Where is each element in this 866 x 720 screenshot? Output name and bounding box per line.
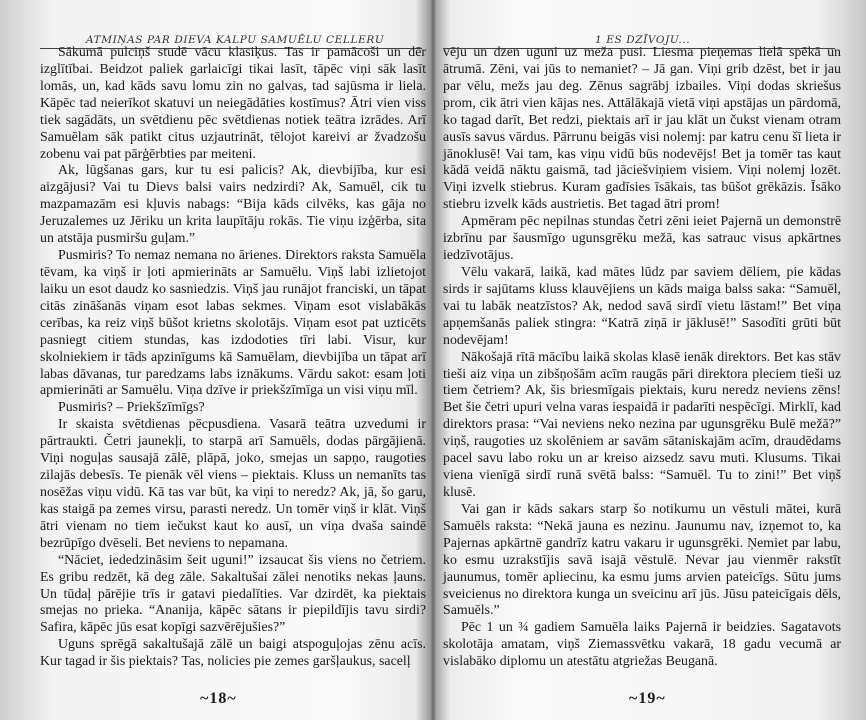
paragraph: Vēlu vakarā, laikā, kad mātes lūdz par saviem dēliem, pie kādas sirds ir sajūtams kluss klauvējiens un kāds maiga balss saka: “Samuēl, vai tu labāk neatzīstos? Ak, nedod savā sirdī vietu lāstam!” Bet viņa apņemšanās paliek stingra: “Katrā ziņā ir jāklusē!” Sasodīti grūti būt nodevējam! — [443, 264, 841, 348]
paragraph: Nākošajā rītā mācību laikā skolas klasē ienāk direktors. Bet kas stāv tieši aiz viņa un zibšņošām acīm raugās pāri direktora pleciem tieši uz tiem četriem? Ak, šis briesmīgais piektais, kuru neredz neviens zēns! Bet šie četri upuri velna varas iespaidā ir padarīti nespēcīgi. Mirklī, kad direktors prasa: “Vai neviens neko nezina par ugunsgrēku Bulē mežā?” viņš, raugoties uz skolēniem ar savām sātaniskajām acīm, draudēdams pacel savu labo roku un ar kreiso aizsedz savu muti. Klusums. Tikai viena vienīgā sirdī runā svētā balss: “Samuēl. Tu to zini!” Bet viņš klusē. — [443, 349, 841, 500]
paragraph: Pēc 1 un ¾ gadiem Samuēla laiks Pajernā ir beidzies. Sagatavots skolotāja amatam, viņš Ziemassvētku vakarā, 18 gadu vecumā ar vislabāko diplomu un atestātu atgriežas Beuganā. — [443, 620, 841, 670]
paragraph: “Nāciet, iededzināsim šeit uguni!” izsaucat šis viens no četriem. Es gribu redzēt, kā deg zāle. Sakaltušai zālei nenotiks nekas ļauns. Un tūdaļ pārējie trīs ir gatavi piedalīties. Var dzirdēt, ka piektais smejas no prieka. “Ananija, kāpēc sātans ir piepildījis tavu sirdi? Safira, kāpēc jūs esat kopīgi sazvērējušies?” — [40, 552, 426, 636]
right-page-text — [443, 45, 841, 671]
page-number-right: ~19~ — [629, 690, 666, 707]
running-header-left: ATMIŅAS PAR DIEVA KALPU SAMUĒLU CELLERU — [86, 34, 385, 46]
paragraph: Ir skaista svētdienas pēcpusdiena. Vasarā teātra uzvedumi ir pārtraukti. Četri jaunekļi, to starpā arī Samuēls, dodas pārgājienā. Viņi noguļas sausajā zālē, plāpā, joko, smejas un sapņo, raugoties zilajās debesīs. Te pienāk vēl viens – piektais. Kluss un nemanīts tas nosēžas viņu vidū. Kā tas var būt, ka viņi to neredz? Ak, jā, šo garu, kas staigā pa zemes virsu, parasti neredz. Un tomēr viņš ir klāt. Viņš ātri vienam no tiem iečukst kaut ko ausī, un viņa dvaša saindē bezrūpīgo dvēseli. Bet neviens to nepamana. — [40, 417, 426, 551]
paragraph: Sākumā pulciņš studē vācu klasiķus. Tas ir pamācoši un dēr izglītībai. Beidzot paliek garlaicīgi tikai lasīt, tāpēc viņi sāk lasīt lomās, un, kad kāds savu lomu zin no galvas, tad sajūsma ir liela. Kāpēc tad neierīkot skatuvi un neiegādāties kostīmus? Ātri vien viss tiek sagādāts, un svētdienu pēc svētdienas notiek teātra izrādes. Arī Samuēlam sāk patikt citus uzjautrināt, tēlojot kareivi ar žvadzošu zobenu vai pat pārģērbties par meiteni. — [40, 45, 426, 162]
running-header-right: 1 ES DZĪVOJU... — [595, 34, 691, 46]
right-page — [433, 0, 866, 720]
paragraph: Vai gan ir kāds sakars starp šo notikumu un vēstuli mātei, kurā Samuēls raksta: “Nekā jauna es nezinu. Jaunumu nav, izņemot to, ka Pajernas apkārtnē gandrīz katru vakaru ir ugunsgrēki. Ņemiet par labu, ko esmu uzrakstījis savā isajā vēstulē. Nevar jau vienmēr rakstīt jaunumus, tomēr apliecinu, ka esmu jums arvien pateicīgs. Sūtu jums sveicienus no direktora kunga un sveicinu arī jūs. Jūsu pateicīgais dēls, Samuēls.” — [443, 501, 841, 619]
paragraph: Apmēram pēc nepilnas stundas četri zēni ieiet Pajernā un demonstrē izbrīnu par šausmīgo ugunsgrēku mežā, kas satrauc visus apkārtnes iedzīvotājus. — [443, 214, 841, 264]
paragraph: vēju un dzen uguni uz meža pusi. Liesma pieņemas lielā spēkā un ātrumā. Zēni, vai jūs to nemaniet? – Jā gan. Viņi grib dzēst, bet ir jau par vēlu, mežs jau deg. Zēnus sagrābj izbailes. Viņi dodas skriešus prom, cik ātri vien kājas nes. Attālākajā vietā viņi apstājas un pārdomā, ko tagad darīt, Bet redzi, piektais arī ir jau klāt un čukst vienam otram ausīs savus vārdus. Pārrunu beigās visi nolemj: par katru cenu šī lieta ir jānoklusē! Vai tam, kas viņu vidū būs nodevējs! Bet ja tomēr tas kaut kādā veidā nāktu gaismā, tad jāciešviņiem visiem. Viņi nolemj lozēt. Viņi izvelk stiebrus. Kuram gadīsies īsākais, tas būšot grēkāzis. Īsāko stiebru izvelk kāds austrietis. Bet tagad ātri prom! — [443, 45, 841, 213]
paragraph: Uguns sprēgā sakaltušajā zālē un baigi atspoguļojas zēnu acīs. Kur tagad ir šis piektais? Tas, nolicies pie zemes garšļaukus, sacelļ — [40, 637, 426, 670]
paragraph: Pusmiris? To nemaz nemana no ārienes. Direktors raksta Samuēla tēvam, ka viņš ir ļoti apmierināts ar Samuēlu. Viņš labi izlietojot laiku un esot daudz ko sasniedzis. Viņš jau runājot franciski, un tāpat citās zināšanās viņam esot labas sekmes. Viņam esot vislabākās cerības, ka reiz viņš būšot krietns skolotājs. Viņam esot pat uzticēts pasniegt citiem stundas, kas izdodoties tīri labi. Visur, kur skolniekiem ir tāds apzinīgums kā Samuēlam, dievbijība un tāpat arī labas dāvanas, tur paredzams labs iznākums. Vārdu sakot: esam ļoti apmierināti ar Samuēlu. Viņa dzīve ir priekšzīmīga un visi viņu mīl. — [40, 248, 426, 399]
paragraph: Ak, lūgšanas gars, kur tu esi palicis? Ak, dievbijība, kur esi aizgājusi? Vai tu Dievs balsi vairs nedzirdi? Ak, Samuēl, cik tu mazpamazām esi kļuvis nabags: “Bija kāds cilvēks, kas gāja no Jeruzalemes uz Jēriku un krita laupītāju rokās. Tie viņu izģērba, sita un atstāja pusmiršu guļam.” — [40, 163, 426, 247]
paragraph: Pusmiris? – Priekšzīmīgs? — [58, 400, 205, 416]
page-number-left: ~18~ — [200, 690, 237, 707]
left-page-text — [40, 45, 426, 671]
